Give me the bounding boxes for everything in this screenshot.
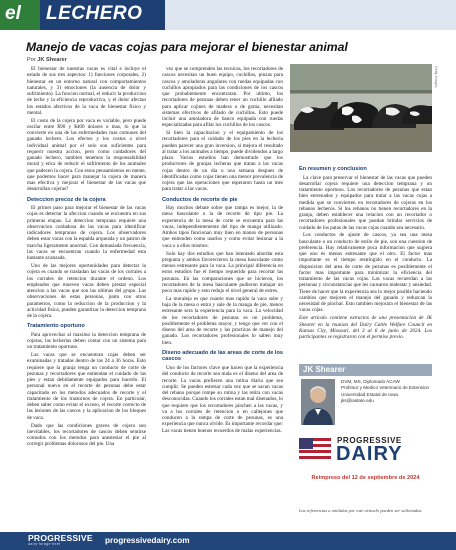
paragraph: Las vacas que se encuentran cojas deben ser examinadas y tratadas dentro de las 24 a 36 horas. Esto requiere que la granja tenga un conducto de corte de pezunas y recortadores que entiendan el cuidado de las pies y estan debidamente equipados para hacerlo. El personal nuevo en el recorte de pezunas debe estar capacitado en los metodos adecuados de recorte y el tratamiento de los trastornos de cojera. En particular, deben saber como evitar el exceso, el recorte correcto de las lesiones de las cascos y la aplicacion de los bloques de vaca.	[27, 352, 146, 421]
paragraph: Uno de los factores clave que hacen que la experiencia del conducto de recorte sea mala es el diseno del area de recorte. La vacas prefieren una rutina diaria que sea cumplir. Se pueden estresar cada vez que se sacan vacas del rebano porque rompe su rutina y las retira con vacas desconocidas. Cuando los corrales estan mal disenados, lo que requiere que los recortadores pinchen a las vacas, y va a los corrales de retencion o en callejones que conducen a la rampa de corte de pezunas, es una experiencia que nunca olvide. Es importante recordar que: Las vacas tienen buenos recuerdos de malas experiencias.	[162, 365, 283, 434]
magazine-name-bottom: DAIRY	[336, 443, 403, 465]
author-box	[299, 364, 432, 437]
paragraph: Uno de las mejores oportunidades para detectar la cojera es cuando se trasladan las vacas de los corrales a los corrales de retencion durante el ordeno. Los empleados que mueven vacas deben prestar especial atencion a las vacas que son las ultimas del grupo. Las observaciones de estas personas, junto con otros parametros, como la reduccion de la produccion y la actividad fisica, pueden garantizar la deteccion temprana de la cojera.	[27, 263, 146, 320]
footer-logo-tagline: dairy·forage·beef	[28, 542, 61, 546]
paragraph: Hay muchos debate sobre que rampa es mejor, la de mesa basculante o la de recorte de tipo pie. La experiencia de la mesa de corte se encuentra para las vacas, independientemente del tipo de manga utilizado. Ambos tipos funcionan muy bien en manos de personas que entienden como usarlos y como evitar lesionar a la vaca o a ellos mismos.	[162, 205, 283, 249]
cow-herd-photo	[290, 64, 432, 152]
paragraph: El bienestar de nuestras vacas es vital e incluye el estado de sus tres aspectos: 1) funciones corporales, 2) bienestar en un entorno natural con comportamientos naturales, y 3) emociones (la ausencia de dolor y sufrimiento). La funcion normal, el reducir la produccion de leche y la eficiencia reproductiva, y el dolor afectan los estados afectivos de la vaca de bienestar fisico y mental.	[27, 66, 146, 116]
article-column-2	[162, 66, 283, 526]
author-credentials: DVM, MS, Diplomado ACAW	[341, 379, 400, 384]
paragraph: El costo de la cojera por vaca es variable, pero puede oscilar entre $90 y $400 dolares o mas, lo que la convierte en una de las enfermedades mas comunes del ganado lechero. Los efectos y los costos a nivel individual animal por el solo son suficientes para requerir nuestra accion, pero como cuidadores del ganado lechero, tambien tenemos la responsabilidad moral y etica de reducir el sufrimiento de los animales que padecen la cojera. Con estos pensamientos en mente, que podemos hacer para manejar la cojera de manera mas efectiva y mejorar el bienestar de las vacas que desarrollan cojeras?	[27, 117, 146, 193]
byline-prefix: Por	[27, 57, 36, 63]
author-name: JK Shearer	[303, 365, 346, 374]
author-email: jks@iastate.edu	[341, 398, 374, 404]
author-photo	[301, 379, 335, 425]
references-note: Las referencias a omitidas por este articulo pueden ser solicitadas.	[299, 508, 423, 513]
section-title-box	[40, 0, 165, 30]
paragraph: La moraleja es que cuanto mas rapido la vaca sube y baja de la mesa o entra y sale de la manga de pie, menos estresante sera la experiencia para la vaca. La velocidad de los recortadores de pezunas es un problema, posiblemente el problema mayor, y tengo que ver con el diseno del area de recorte y las practicas de manejo del ganado. Los recortadores profesionales lo saben muy bien.	[162, 295, 283, 346]
photo-credit: Getty Images	[434, 66, 438, 88]
article-column-3	[299, 162, 432, 358]
section-banner	[0, 0, 456, 30]
section-letters: el	[5, 3, 21, 24]
paragraph: El primer paso para mejorar el bienestar de las vacas cojas es detectar la afeccion cuando se encuentra en sus primeras etapas. La deteccion temprana requiere una observacion cuidadosa de las vacas para identificar indicadores tempranos de cojera. Los observadores deben estar vacas con la espalda arqueada y un patron de marcha ligeramente anormal. Con demasiada frecuencia, las vacas se encuentran cuando la enfermedad esta bastante avanzada.	[27, 205, 146, 262]
author-portrait-icon	[301, 379, 335, 425]
article-title: Manejo de vacas cojas para mejorar el bienestar animal	[26, 40, 348, 54]
section-heading: Tratamiento oportuno	[27, 323, 85, 330]
byline	[27, 57, 67, 63]
paragraph: Para aprovechar al maximo la deteccion temprana de cojeras, las lecherias deben contar con un sistema para un tratamiento oportuno.	[27, 331, 146, 351]
footer-logo: PROGRESSIVE	[28, 533, 93, 543]
magazine-logo	[299, 436, 432, 494]
article-column-1	[27, 66, 146, 526]
paragraph: Los conductos de ajuste de cascos, ya sea una mesa basculante o un conducto de estilo de pie, son una cuestion de preferencia. Hay relativamente poca informacion que sugiera que uno es menos estresante que el otro. El factor mas importante es el tiempo restringido en el conducto. La disposicion del area de corte de pezunas es posiblemente el factor mas importante para minimizar la eficiencia del tratamiento de las vacas cojas. Las vacas recuerdan a las personas y circunstancias que les causaron malestar y ansiedad. Tiene de hacer que la experiencia sea lo mejor posible haciendo cambios que mejoren el manejo del ganado y reduzcan la necesidad de pinchar. Esto tambien mejorara el bienestar de las vacas cojas.	[299, 232, 432, 314]
article-note: Este articulo contiene extractos de una presentacion de JK Shearer en la reunion del Dairy Cattle Welfare Council en Kansas City, Missouri, del 3 al 6 de junio de 2024. Los participantes se registraron con el permiso previo.	[299, 315, 432, 341]
reprint-notice: Reimpreso del 12 de septiembre de 2024	[311, 475, 420, 481]
author-institution: Universidad Estatal de Iowa	[341, 391, 398, 397]
paragraph: Dado que las condiciones graves de cojera son inevitables, los recortadores de cascos deben sentirse comodos con los metodos para anestesiar el pie al corregir problemas dolorosos del pie. Una	[27, 422, 146, 448]
author-name-bar	[299, 364, 432, 376]
paragraph: Solo hay dos estudios que han intentado abordar esta pregunta y ambos favorecieron la mesa basculante como menos estresante para la vaca. La principal diferencia en estos estudios fue el tiempo requerido para recortar las pezunas. En las comparaciones que se hicieron, los recortadores de la mesa basculante pudieron trabajar un poco mas rapido y esto redujo el nivel general de estres.	[162, 250, 283, 295]
paragraph: vez que se comprenden las tecnicas, los recortadores de cascos necesitan un buen equipo, cuchillos, pinzas para cascos y amoladoras angulares con ruedas equipadas con cuchillos apropiados para las condiciones de los cascos que probablemente encontraran. Por ultimo, los recortadores de pezunas deben tener un cuchillo afilado para aplicar cojines de madera o de goma, necesitan sistemas efectivos de afilado de cuchillos. Esto puede incluir una amoladora de banco equipada con ruedas especializadas para afilar los cuchillos de los cascos.	[162, 66, 283, 129]
footer-url-link[interactable]: progressivedairy.com	[105, 536, 190, 545]
section-heading: Conductos de recorte de pie	[162, 196, 238, 203]
section-heading: En resumen y conclusion	[299, 166, 367, 172]
paragraph: Si bien la capacitacion y el equipamiento de los recortadores para el cuidado de los pies en la lecheria pueden parecer una gran inversion, si mejora el resultado al tratar a los animales a tiempo, puede dividendos a largo plazo. Varios estudios han demostrado que los productores de granjas lecheras que tratan a las vacas cojas dentro de un dia o una semana despues de identificadas como cojas tienen una menor prevalencia de cojera que las operaciones que esperaron hasta un mes para tratar a las vacas.	[162, 130, 283, 193]
author-position: Profesor y Medico Veterinario de Extension	[341, 385, 430, 391]
paragraph: La clave para preservar el bienestar de las vacas que pueden desarrollar cojera requiere una deteccion temprana y un tratamiento oportuno. Los recortadores de pezunas que estan bien entrenados y equipados para tratar a las vacas cojas a medida que se convierten en recortadores de cojeras en los rebanos lecheros. Si los rebanos no tienen recortadores en la granja, deben establecer una relacion con un recortador o recortadores profesionales que puedan brindar servicios de cuidado de los patas de las vacas cojas cuando sea necesario.	[299, 174, 432, 231]
page-footer	[0, 532, 456, 550]
section-heading: Diseno adecuado de las areas de corte de los cascos	[162, 349, 283, 363]
magazine-name-top: PROGRESSIVE	[337, 436, 402, 445]
cow-herd-illustration	[290, 64, 432, 152]
section-heading: Deteccion precoz de la cojera	[27, 196, 106, 203]
byline-author: JK Shearer	[37, 57, 67, 63]
author-details	[341, 379, 433, 405]
us-flag-icon	[299, 438, 331, 460]
section-prefix	[0, 0, 40, 30]
section-title: LECHERO	[46, 3, 143, 24]
